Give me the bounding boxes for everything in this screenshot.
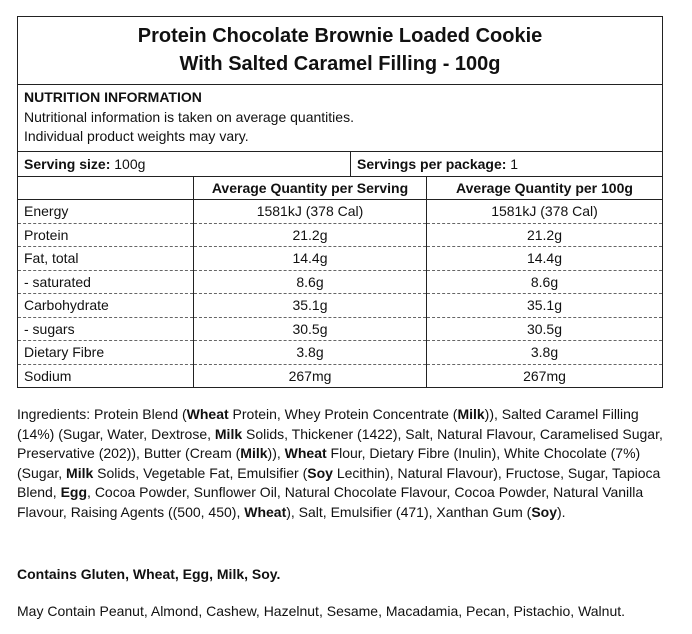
serving-size-label: Serving size: <box>24 155 111 172</box>
table-row <box>18 200 662 224</box>
table-row <box>18 223 662 247</box>
nutrition-table <box>18 177 662 388</box>
table-row <box>18 341 662 365</box>
ingredients-segment: Protein, Whey Protein Concentrate ( <box>228 406 458 422</box>
ingredients-segment: Lecithin), Natural Flavour), Fructose, Sugar, Tapioca Blend, <box>17 464 661 501</box>
allergen-highlight: Milk <box>214 425 243 442</box>
nutrition-info-heading: NUTRITION INFORMATION <box>24 89 202 105</box>
nutrition-info-section <box>18 85 662 152</box>
table-row <box>18 247 662 271</box>
servings-per-package <box>351 152 524 176</box>
serving-size <box>18 152 351 176</box>
table-row <box>18 294 662 318</box>
nutrient-name: Energy <box>18 200 194 224</box>
allergen-highlight: Milk <box>240 445 268 462</box>
header-per-100g: Average Quantity per 100g <box>427 177 663 200</box>
allergen-highlight: Wheat <box>244 503 287 520</box>
allergen-may-contain: May Contain Peanut, Almond, Cashew, Hazelnut, Sesame, Macadamia, Pecan, Pistachio, Walnut. <box>17 603 626 619</box>
value-per-serving: 1581kJ (378 Cal) <box>194 200 427 224</box>
ingredients-segment: Ingredients: Protein Blend ( <box>17 406 187 422</box>
serving-row <box>18 152 662 177</box>
value-per-serving: 3.8g <box>194 341 427 365</box>
allergen-highlight: Milk <box>457 406 485 422</box>
ingredients-segment: , Cocoa Powder, Sunflower Oil, Natural Chocolate Flavour, Cocoa Powder, Natural Vanilla Flavour, Raising Agents ((500, 450), <box>17 484 644 520</box>
header-nutrient <box>18 177 194 200</box>
value-per-100g: 14.4g <box>427 247 663 271</box>
value-per-100g: 3.8g <box>427 341 663 365</box>
nutrition-panel <box>17 16 663 388</box>
allergen-highlight: Wheat <box>186 406 229 422</box>
allergen-highlight: Soy <box>531 503 558 520</box>
value-per-serving: 14.4g <box>194 247 427 271</box>
table-row <box>18 270 662 294</box>
product-title-line2: With Salted Caramel Filling - 100g <box>179 53 501 75</box>
value-per-100g: 1581kJ (378 Cal) <box>427 200 663 224</box>
ingredients-segment: )), Salted Caramel Filling (14%) (Sugar, Water, Dextrose, <box>17 406 639 442</box>
ingredients-segment: Solids, Vegetable Fat, Emulsifier ( <box>93 464 308 481</box>
allergen-highlight: Milk <box>66 464 94 481</box>
serving-size-value: 100g <box>114 155 146 172</box>
nutrient-name: Fat, total <box>18 247 194 271</box>
value-per-100g: 8.6g <box>427 270 663 294</box>
nutrition-table-header <box>18 177 662 200</box>
nutrition-info-note-2: Individual product weights may vary. <box>24 128 249 144</box>
ingredients-text <box>17 405 667 523</box>
allergen-highlight: Wheat <box>284 445 327 462</box>
value-per-serving: 35.1g <box>194 294 427 318</box>
nutrient-name: Protein <box>18 223 194 247</box>
header-per-serving: Average Quantity per Serving <box>194 177 427 200</box>
table-row <box>18 364 662 387</box>
servings-per-package-label: Servings per package: <box>357 155 507 172</box>
nutrition-info-note-1: Nutritional information is taken on average quantities. <box>24 108 354 125</box>
ingredients-segment: )), <box>267 445 285 462</box>
nutrient-name: Carbohydrate <box>18 294 194 318</box>
value-per-100g: 267mg <box>427 364 663 387</box>
allergen-highlight: Soy <box>307 464 333 481</box>
value-per-100g: 30.5g <box>427 317 663 341</box>
ingredients-segment: ). <box>557 503 566 520</box>
value-per-serving: 21.2g <box>194 223 427 247</box>
product-title <box>18 17 662 85</box>
nutrient-name: Sodium <box>24 367 72 384</box>
ingredients-segment: ), Salt, Emulsifier (471), Xanthan Gum ( <box>286 503 532 520</box>
allergen-contains: Contains Gluten, Wheat, Egg, Milk, Soy. <box>17 566 281 582</box>
value-per-100g: 21.2g <box>427 223 663 247</box>
allergen-highlight: Egg <box>60 484 88 501</box>
ingredients-segment: Solids, Thickener (1422), Salt, Natural Flavour, Caramelised Sugar, Preservative (202)), Butter (Cream ( <box>17 425 663 462</box>
nutrient-name: - saturated <box>18 270 194 294</box>
product-title-line1: Protein Chocolate Brownie Loaded Cookie <box>137 25 543 47</box>
ingredients-segment: Flour, Dietary Fibre (Inulin), White Chocolate (7%) (Sugar, <box>17 445 641 481</box>
nutrient-name: Dietary Fibre <box>18 341 194 365</box>
value-per-serving: 267mg <box>194 364 427 387</box>
value-per-serving: 8.6g <box>194 270 427 294</box>
table-row <box>18 317 662 341</box>
servings-per-package-value: 1 <box>510 155 519 172</box>
nutrient-name: - sugars <box>18 317 194 341</box>
value-per-serving: 30.5g <box>194 317 427 341</box>
value-per-100g: 35.1g <box>427 294 663 318</box>
